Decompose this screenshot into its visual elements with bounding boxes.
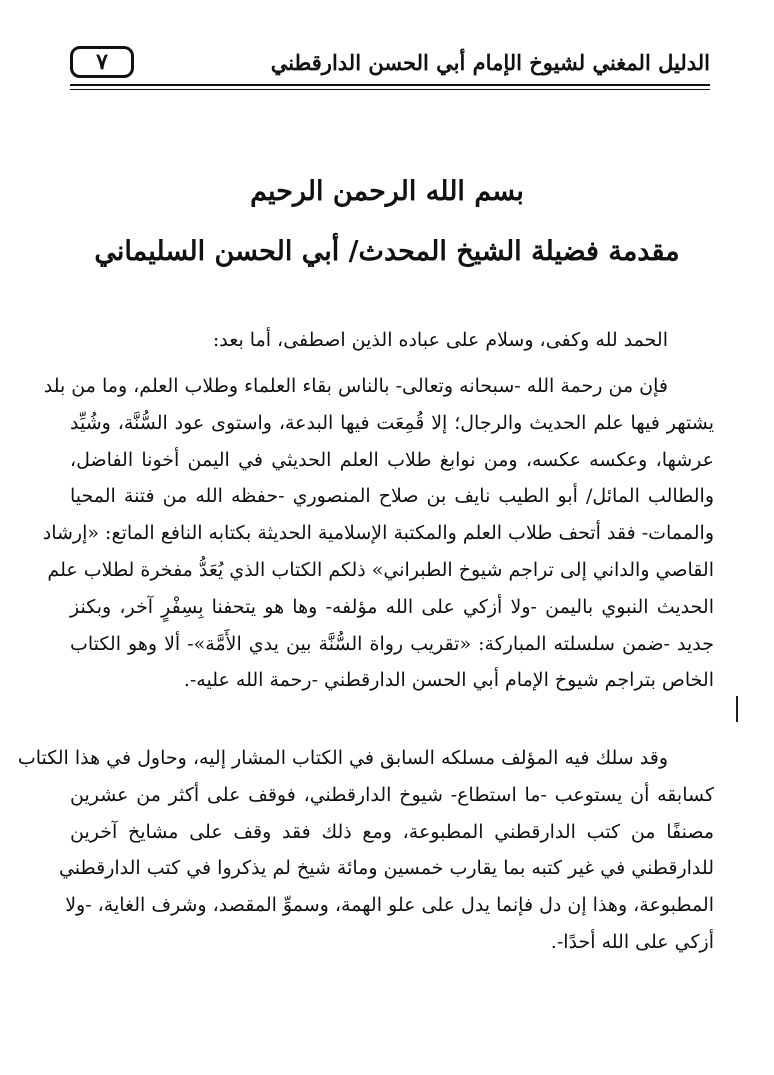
text-line: كسابقه أن يستوعب -ما استطاع- شيوخ الدارقطني، فوقف على أكثر من عشرين bbox=[70, 783, 714, 806]
text-line: الخاص بتراجم شيوخ الإمام أبي الحسن الدارقطني -رحمة الله عليه-. bbox=[183, 669, 714, 692]
text-line: فإن من رحمة الله -سبحانه وتعالى- بالناس بقاء العلماء وطلاب العلم، وما من بلد bbox=[43, 375, 668, 397]
running-header-title: الدليل المغني لشيوخ الإمام أبي الحسن الدارقطني bbox=[270, 50, 710, 75]
header-rule bbox=[70, 84, 710, 86]
text-line: أزكي على الله أحدًا-. bbox=[550, 930, 714, 953]
text-line: وقد سلك فيه المؤلف مسلكه السابق في الكتاب المشار إليه، وحاول في هذا الكتاب bbox=[17, 747, 668, 769]
text-line: والطالب المائل/ أبو الطيب نايف بن صلاح المنصوري -حفظه الله من فتنة المحيا bbox=[70, 485, 714, 508]
basmala-heading: بسم الله الرحمن الرحيم bbox=[250, 176, 524, 207]
page-number: ٧ bbox=[70, 46, 134, 78]
text-line: للدارقطني في غير كتبه بما يقارب خمسين ومائة شيخ لم يذكروا في كتب الدارقطني bbox=[58, 857, 714, 880]
text-line: والممات- فقد أتحف طلاب العلم والمكتبة الإسلامية الحديثة بكتابه النافع الماتع: «إرشاد bbox=[42, 522, 714, 545]
text-line: القاصي والداني إلى تراجم شيوخ الطبراني» ذلكم الكتاب الذي يُعَدُّ مفخرة لطلاب علم bbox=[47, 558, 714, 581]
text-line: جديد -ضمن سلسلته المباركة: «تقريب رواة السُّنَّة بين يدي الأَمَّة»- ألا وهو الكتاب bbox=[70, 632, 714, 655]
text-line: الحديث النبوي باليمن -ولا أزكي على الله مؤلفه- وها هو يتحفنا بِسِفْرٍ آخر، وبكنز bbox=[70, 595, 714, 618]
text-line: مصنفًا من كتب الدارقطني المطبوعة، ومع ذلك فقد وقف على مشايخ آخرين bbox=[70, 820, 714, 843]
running-header bbox=[70, 44, 710, 88]
text-line: المطبوعة، وهذا إن دل فإنما يدل على علو الهمة، وسموِّ المقصد، وشرف الغاية، -ولا bbox=[65, 894, 714, 917]
paragraph-main bbox=[42, 368, 714, 699]
margin-mark bbox=[736, 696, 738, 722]
text-line: الحمد لله وكفى، وسلام على عباده الذين اصطفى، أما بعد: bbox=[212, 329, 668, 351]
text-line: يشتهر فيها علم الحديث والرجال؛ إلا قُمِعَت فيها البدعة، واستوى عود السُّنَّة، وشُيِّد bbox=[70, 411, 714, 434]
paragraph-closing bbox=[17, 740, 714, 961]
paragraph-opening bbox=[70, 322, 714, 359]
header-rule-thin bbox=[70, 89, 710, 90]
text-line: عرشها، وعكسه عكسه، ومن نوابغ طلاب العلم الحديثي في اليمن أخونا الفاضل، bbox=[70, 448, 714, 471]
introduction-heading: مقدمة فضيلة الشيخ المحدث/ أبي الحسن السليماني bbox=[94, 236, 680, 267]
